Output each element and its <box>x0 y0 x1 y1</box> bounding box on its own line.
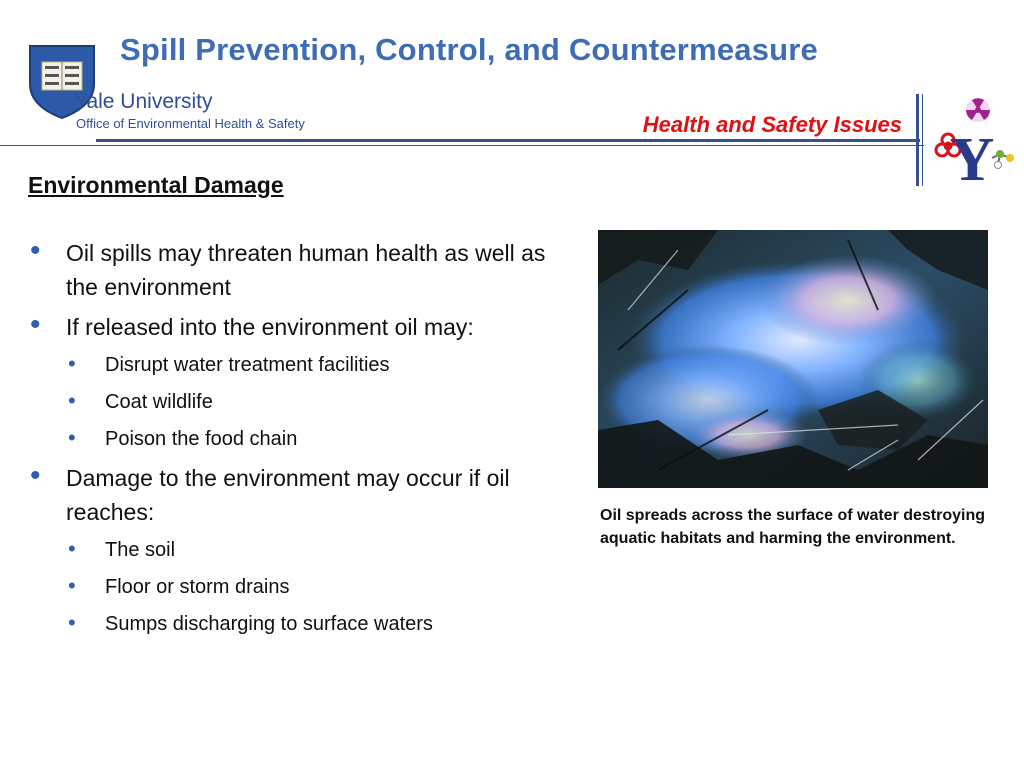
header-vertical-rule-thick <box>916 94 919 186</box>
section-heading: Environmental Damage <box>28 172 284 198</box>
bullet-item <box>28 461 548 529</box>
logo-letter: Y <box>949 126 995 188</box>
bullet-icon: • <box>30 459 41 492</box>
sub-bullet-text: Poison the food chain <box>105 428 298 450</box>
header-vertical-rule-thin <box>922 94 923 186</box>
sub-bullet-text: The soil <box>105 539 176 561</box>
sub-bullet-item <box>28 535 548 565</box>
office-name: Office of Environmental Health & Safety <box>76 116 305 131</box>
sub-bullet-item <box>28 424 548 454</box>
header-rule-thick <box>96 139 920 142</box>
page-title: Spill Prevention, Control, and Countermeasure <box>120 32 818 67</box>
sub-bullet-text: Disrupt water treatment facilities <box>105 354 390 376</box>
bullet-item <box>28 236 548 304</box>
bullet-item <box>28 310 548 344</box>
sub-bullet-text: Floor or storm drains <box>105 576 290 598</box>
section-subtitle: Health and Safety Issues <box>642 112 902 137</box>
sub-bullet-text: Coat wildlife <box>105 391 213 413</box>
bullet-icon: • <box>30 308 41 341</box>
photo-caption: Oil spreads across the surface of water destroying aquatic habitats and harming the environment. <box>600 507 986 547</box>
bullet-icon: • <box>30 234 41 267</box>
sub-bullet-item <box>28 572 548 602</box>
oil-spill-photo <box>598 230 988 488</box>
bullet-list <box>28 236 548 646</box>
bullet-text: If released into the environment oil may: <box>66 314 474 340</box>
sub-bullet-item <box>28 387 548 417</box>
sub-bullet-item <box>28 350 548 380</box>
sub-bullet-icon: • <box>68 425 76 450</box>
sub-bullet-icon: • <box>68 536 76 561</box>
university-name: Yale University <box>74 90 213 113</box>
sub-bullet-item <box>28 609 548 639</box>
bullet-text: Damage to the environment may occur if oil reaches: <box>66 465 510 525</box>
sub-bullet-icon: • <box>68 388 76 413</box>
bullet-text: Oil spills may threaten human health as well as the environment <box>66 240 546 300</box>
sub-bullet-icon: • <box>68 351 76 376</box>
header-rule-thin <box>0 145 924 146</box>
sub-bullet-icon: • <box>68 610 76 635</box>
ehs-y-logo-icon <box>928 96 1020 188</box>
sub-bullet-icon: • <box>68 573 76 598</box>
sub-bullet-text: Sumps discharging to surface waters <box>105 613 433 635</box>
